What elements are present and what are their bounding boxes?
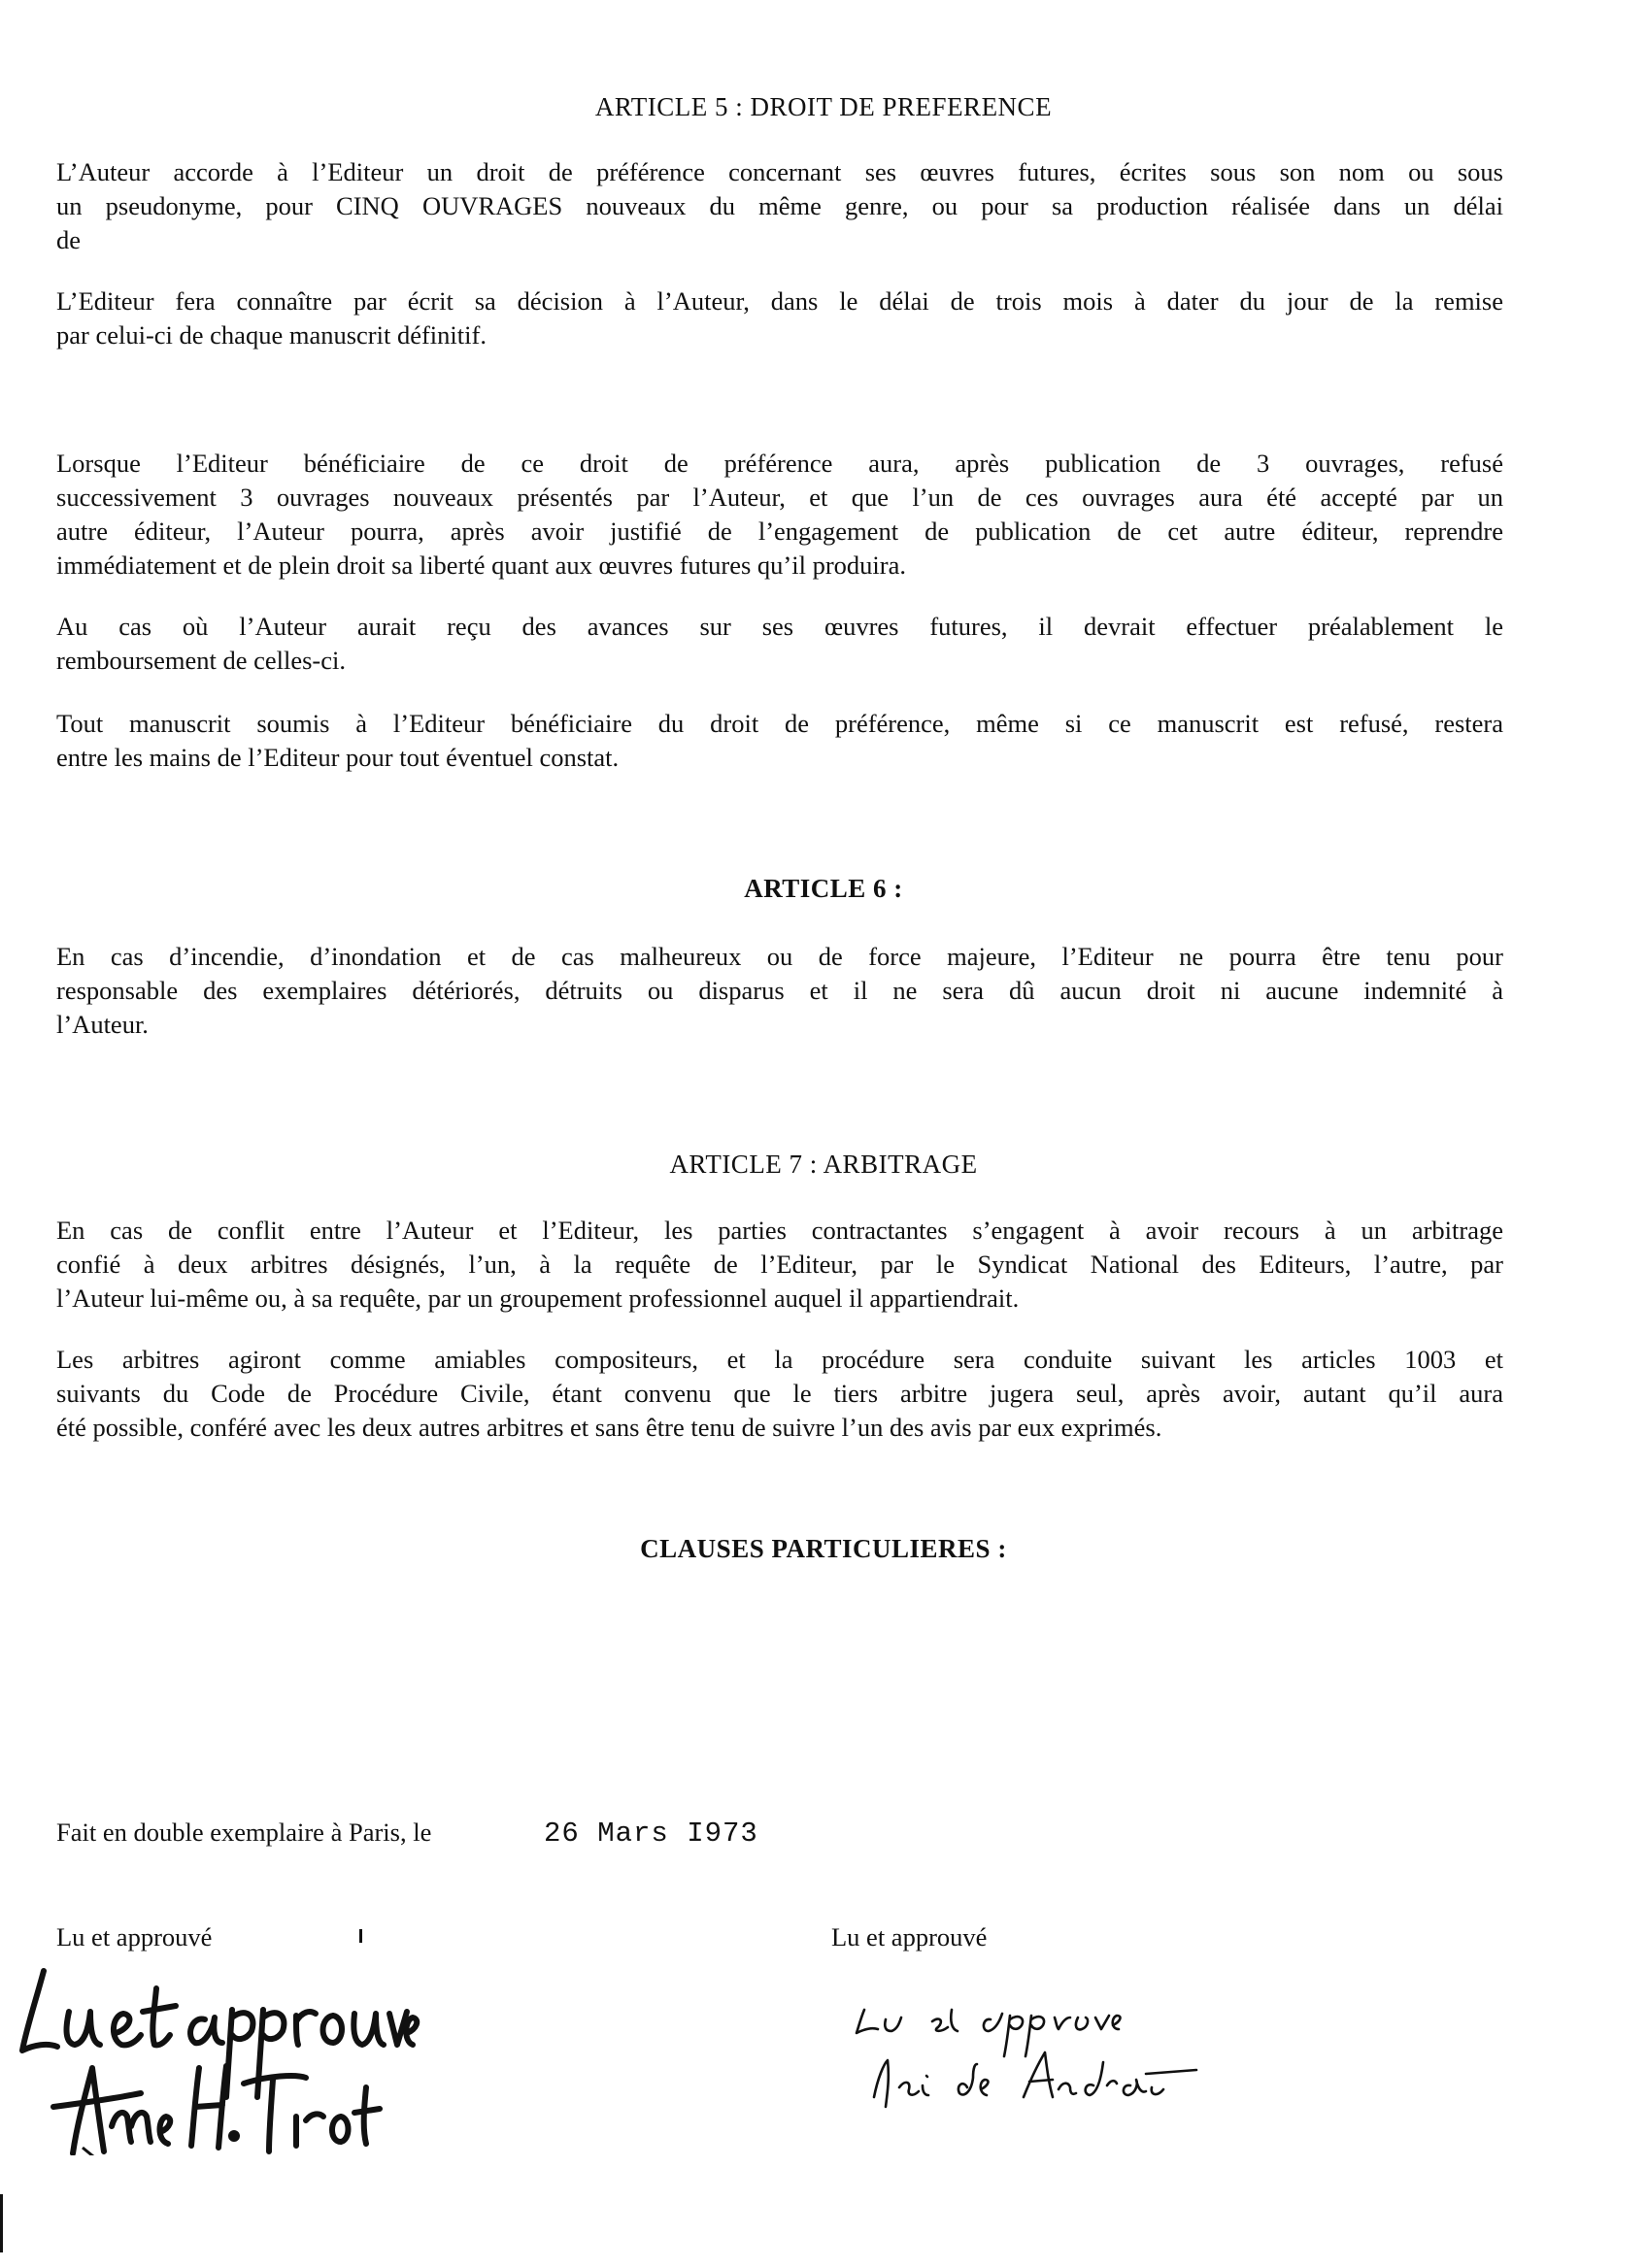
article-7-paragraph-1 xyxy=(56,1214,1503,1316)
article-7-title: ARTICLE 7 : ARBITRAGE xyxy=(669,1150,978,1179)
article-5-paragraph-2 xyxy=(56,284,1503,352)
left-approval-label: Lu et approuvé xyxy=(56,1922,213,1951)
text-line: entre les mains de l’Editeur pour tout éventuel constat. xyxy=(56,743,620,772)
text-line: successivement 3 ouvrages nouveaux présentés par l’Auteur, et que l’un de ces ouvrages aura été accepté par un xyxy=(56,483,1503,512)
left-handwritten-signature xyxy=(15,1961,422,2155)
article-5-paragraph-1 xyxy=(56,155,1503,257)
text-line: un pseudonyme, pour CINQ OUVRAGES nouveaux du même genre, ou pour sa production réalisée dans un délai xyxy=(56,191,1503,220)
text-line: de xyxy=(56,225,82,254)
text-line: l’Auteur. xyxy=(56,1010,149,1039)
text-line: En cas de conflit entre l’Auteur et l’Editeur, les parties contractantes s’engagent à avoir recours à un arbitrage xyxy=(56,1216,1503,1245)
right-handwritten-signature xyxy=(816,1971,1204,2126)
text-line: par celui-ci de chaque manuscrit définitif. xyxy=(56,320,487,350)
right-approval-label: Lu et approuvé xyxy=(831,1922,988,1951)
signature-place-label: Fait en double exemplaire à Paris, le xyxy=(56,1818,432,1847)
text-line: Tout manuscrit soumis à l’Editeur bénéficiaire du droit de préférence, même si ce manuscrit est refusé, restera xyxy=(56,709,1503,738)
text-line: L’Editeur fera connaître par écrit sa décision à l’Auteur, dans le délai de trois mois à dater du jour de la remise xyxy=(56,286,1503,316)
article-7-paragraph-2 xyxy=(56,1343,1503,1445)
page-edge-mark xyxy=(0,2194,3,2252)
article-5-paragraph-3 xyxy=(56,447,1503,583)
article-6-paragraph-1 xyxy=(56,940,1503,1042)
text-line: En cas d’incendie, d’inondation et de cas malheureux ou de force majeure, l’Editeur ne pourra être tenu pour xyxy=(56,942,1503,971)
text-line: l’Auteur lui-même ou, à sa requête, par un groupement professionnel auquel il appartiendrait. xyxy=(56,1284,1020,1313)
text-line: autre éditeur, l’Auteur pourra, après avoir justifié de l’engagement de publication de cet autre éditeur, reprendre xyxy=(56,517,1503,546)
ink-mark xyxy=(359,1929,362,1943)
text-line: confié à deux arbitres désignés, l’un, à la requête de l’Editeur, par le Syndicat National des Editeurs, l’autre, par xyxy=(56,1250,1503,1279)
text-line: suivants du Code de Procédure Civile, étant convenu que le tiers arbitre jugera seul, après avoir, autant qu’il aura xyxy=(56,1379,1503,1408)
signature-date: 26 Mars I973 xyxy=(544,1818,758,1850)
article-5-title: ARTICLE 5 : DROIT DE PREFERENCE xyxy=(594,92,1053,121)
article-5-paragraph-5 xyxy=(56,707,1503,775)
text-line: Au cas où l’Auteur aurait reçu des avances sur ses œuvres futures, il devrait effectuer préalablement le xyxy=(56,612,1503,641)
article-5-paragraph-4 xyxy=(56,610,1503,678)
clauses-particulieres-title: CLAUSES PARTICULIERES : xyxy=(640,1534,1007,1563)
text-line: remboursement de celles-ci. xyxy=(56,646,346,675)
text-line: L’Auteur accorde à l’Editeur un droit de préférence concernant ses œuvres futures, écrites sous son nom ou sous xyxy=(56,157,1503,186)
text-line: immédiatement et de plein droit sa liberté quant aux œuvres futures qu’il produira. xyxy=(56,550,906,580)
text-line: Lorsque l’Editeur bénéficiaire de ce droit de préférence aura, après publication de 3 ouvrages, refusé xyxy=(56,449,1503,478)
text-line: été possible, conféré avec les deux autres arbitres et sans être tenu de suivre l’un des avis par eux exprimés. xyxy=(56,1413,1162,1442)
article-6-title: ARTICLE 6 : xyxy=(744,874,903,903)
text-line: responsable des exemplaires détériorés, détruits ou disparus et il ne sera dû aucun droit ni aucune indemnité à xyxy=(56,976,1503,1005)
text-line: Les arbitres agiront comme amiables compositeurs, et la procédure sera conduite suivant les articles 1003 et xyxy=(56,1345,1503,1374)
